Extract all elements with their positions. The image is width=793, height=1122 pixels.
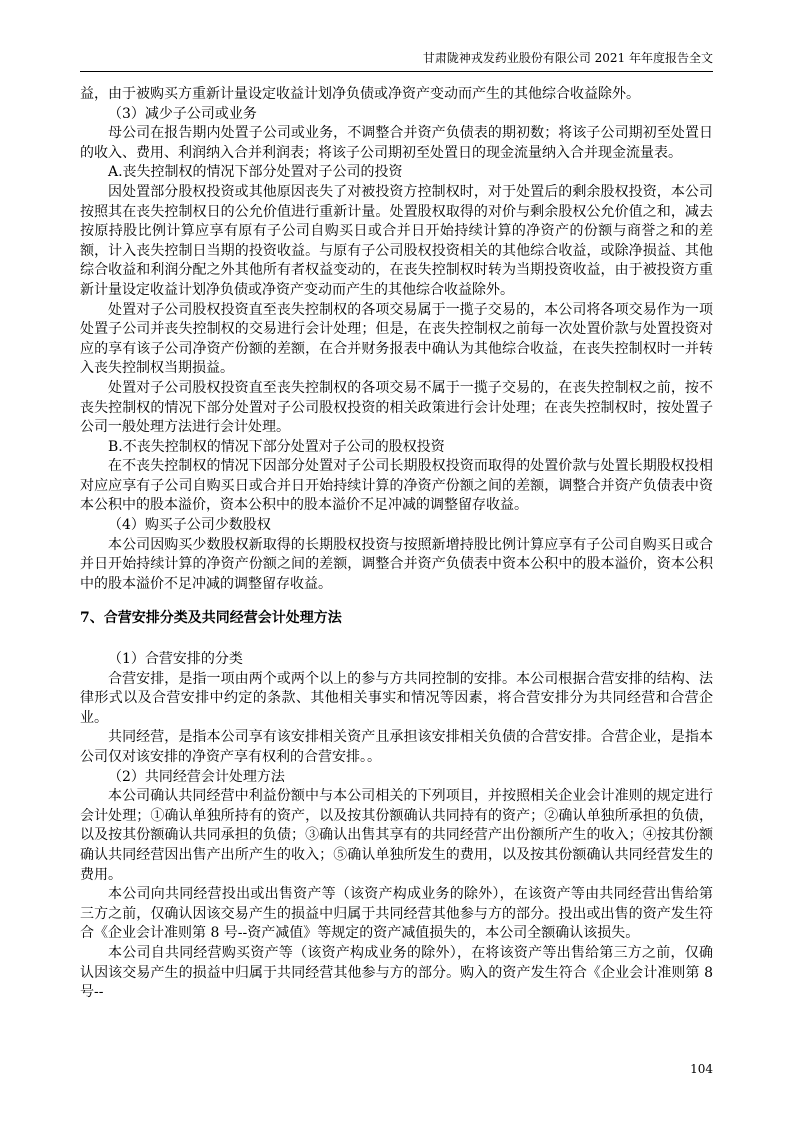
paragraph: 益，由于被购买方重新计量设定收益计划净负债或净资产变动而产生的其他综合收益除外。 [80, 86, 640, 102]
paragraph: 本公司向共同经营投出或出售资产等（该资产构成业务的除外），在该资产等由共同经营出售给第三方之前，仅确认因该交易产生的损益中归属于共同经营其他参与方的部分。投出或出售的资产发生符合《企业会计准则第 8 号--资产减值》等规定的资产减值损失的，本公司全额确认该损失。 [80, 886, 713, 942]
paragraph: 处置对子公司股权投资直至丧失控制权的各项交易不属于一揽子交易的，在丧失控制权之前，按不丧失控制权的情况下部分处置对子公司股权投资的相关政策进行会计处理；在丧失控制权时，按处置子公司一般处理方法进行会计处理。 [80, 379, 713, 436]
list-item-3-heading: （3）减少子公司或业务 [108, 105, 257, 122]
paragraph: 合营安排，是指一项由两个或两个以上的参与方共同控制的安排。本公司根据合营安排的结构、法律形式以及合营安排中约定的条款、其他相关事实和情况等因素，将合营安排分为共同经营和合营企业。 [80, 670, 713, 726]
paragraph: 共同经营，是指本公司享有该安排相关资产且承担该安排相关负债的合营安排。合营企业，是指本公司仅对该安排的净资产享有权利的合营安排。。 [80, 729, 713, 765]
document-body [80, 72, 713, 1003]
sub-item-a-heading: A.丧失控制权的情况下部分处置对子公司的投资 [108, 164, 403, 181]
paragraph: 本公司因购买少数股权新取得的长期股权投资与按照新增持股比例计算应享有子公司自购买日或合并日开始持续计算的净资产份额之间的差额，调整合并资产负债表中资本公积中的股本溢价，资本公积中的股本溢价不足冲减的调整留存收益。 [80, 536, 713, 592]
paragraph: 在不丧失控制权的情况下因部分处置对子公司长期股权投资而取得的处置价款与处置长期股权投相对应应享有子公司自购买日或合并日开始持续计算的净资产份额之间的差额，调整合并资产负债表中资本公积中的股本溢价，资本公积中的股本溢价不足冲减的调整留存收益。 [80, 458, 713, 514]
page-footer [690, 1062, 713, 1076]
page-header [80, 50, 713, 72]
page-number: 104 [690, 1062, 713, 1076]
paragraph: 本公司自共同经营购买资产等（该资产构成业务的除外），在将该资产等出售给第三方之前，仅确认因该交易产生的损益中归属于共同经营其他参与方的部分。购入的资产发生符合《企业会计准则第 8 号-- [80, 944, 713, 1001]
list-item-1-heading: （1）合营安排的分类 [108, 651, 243, 668]
list-item-2-heading: （2）共同经营会计处理方法 [108, 768, 285, 785]
paragraph: 处置对子公司股权投资直至丧失控制权的各项交易属于一揽子交易的，本公司将各项交易作为一项处置子公司并丧失控制权的交易进行会计处理；但是，在丧失控制权之前每一次处置价款与处置投资对应的享有该子公司净资产份额的差额，在合并财务报表中确认为其他综合收益，在丧失控制权时一并转入丧失控制权当期损益。 [80, 301, 713, 377]
paragraph: 母公司在报告期内处置子公司或业务，不调整合并资产负债表的期初数；将该子公司期初至处置日的收入、费用、利润纳入合并利润表；将该子公司期初至处置日的现金流量纳入合并现金流量表。 [80, 125, 713, 161]
list-item-4-heading: （4）购买子公司少数股权 [108, 517, 271, 534]
report-title: 甘肃陇神戎发药业股份有限公司 2021 年年度报告全文 [422, 51, 713, 65]
section-heading: 7、合营安排分类及共同经营会计处理方法 [80, 610, 342, 627]
paragraph: 本公司确认共同经营中利益份额中与本公司相关的下列项目，并按照相关企业会计准则的规定进行会计处理；①确认单独所持有的资产，以及按其份额确认共同持有的资产；②确认单独所承担的负债，以及按其份额确认共同承担的负债；③确认出售其享有的共同经营产出份额所产生的收入；④按其份额确认共同经营因出售产出所产生的收入；⑤确认单独所发生的费用，以及按其份额确认共同经营发生的费用。 [80, 788, 713, 883]
paragraph: 因处置部分股权投资或其他原因丧失了对被投资方控制权时，对于处置后的剩余股权投资，本公司按照其在丧失控制权日的公允价值进行重新计量。处置股权取得的对价与剩余股权公允价值之和，减去按原持股比例计算应享有原有子公司自购买日或合并日开始持续计算的净资产的份额与商誉之和的差额，计入丧失控制日当期的投资收益。与原有子公司股权投资相关的其他综合收益，或除净损益、其他综合收益和利润分配之外其他所有者权益变动的，在丧失控制权时转为当期投资收益，由于被投资方重新计量设定收益计划净负债或净资产变动而产生的其他综合收益除外。 [80, 183, 713, 298]
sub-item-b-heading: B.不丧失控制权的情况下部分处置对子公司的股权投资 [108, 438, 445, 455]
